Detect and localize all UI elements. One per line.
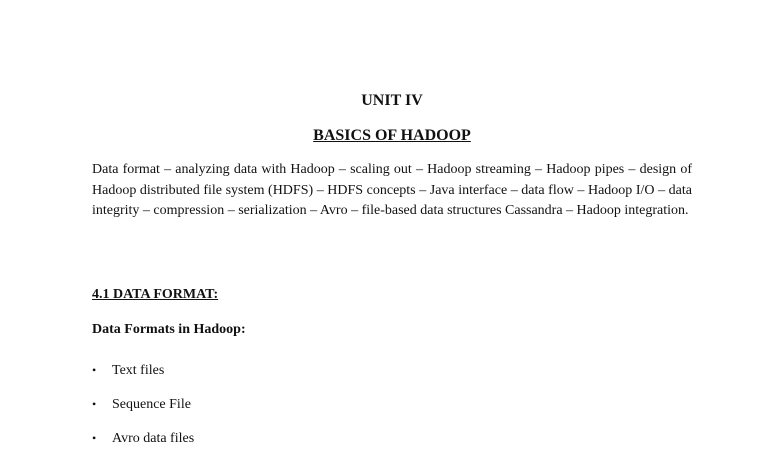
syllabus-paragraph: Data format – analyzing data with Hadoop – scaling out – Hadoop streaming – Hadoop pipes – design of Hadoop distributed file system (HDFS) – HDFS concepts – Java interface – data flow – Hadoop I/O – data integrity – compression – serialization – Avro – file-based data structures Cassandra – Hadoop integration.	[92, 162, 692, 218]
subheading: Data Formats in Hadoop:	[92, 322, 246, 337]
bullet-icon: •	[92, 397, 97, 411]
chapter-title: BASICS OF HADOOP	[313, 127, 471, 144]
data-format-list	[92, 360, 194, 462]
bullet-icon: •	[92, 363, 97, 377]
list-item-text: Text files	[112, 363, 165, 378]
section-heading: 4.1 DATA FORMAT:	[92, 287, 219, 302]
list-item-text: Avro data files	[112, 431, 195, 446]
list-item	[92, 360, 194, 394]
list-item-text: Sequence File	[112, 397, 191, 412]
list-item	[92, 394, 194, 428]
unit-title: UNIT IV	[361, 92, 423, 109]
list-item	[92, 428, 194, 462]
bullet-icon: •	[92, 431, 97, 445]
